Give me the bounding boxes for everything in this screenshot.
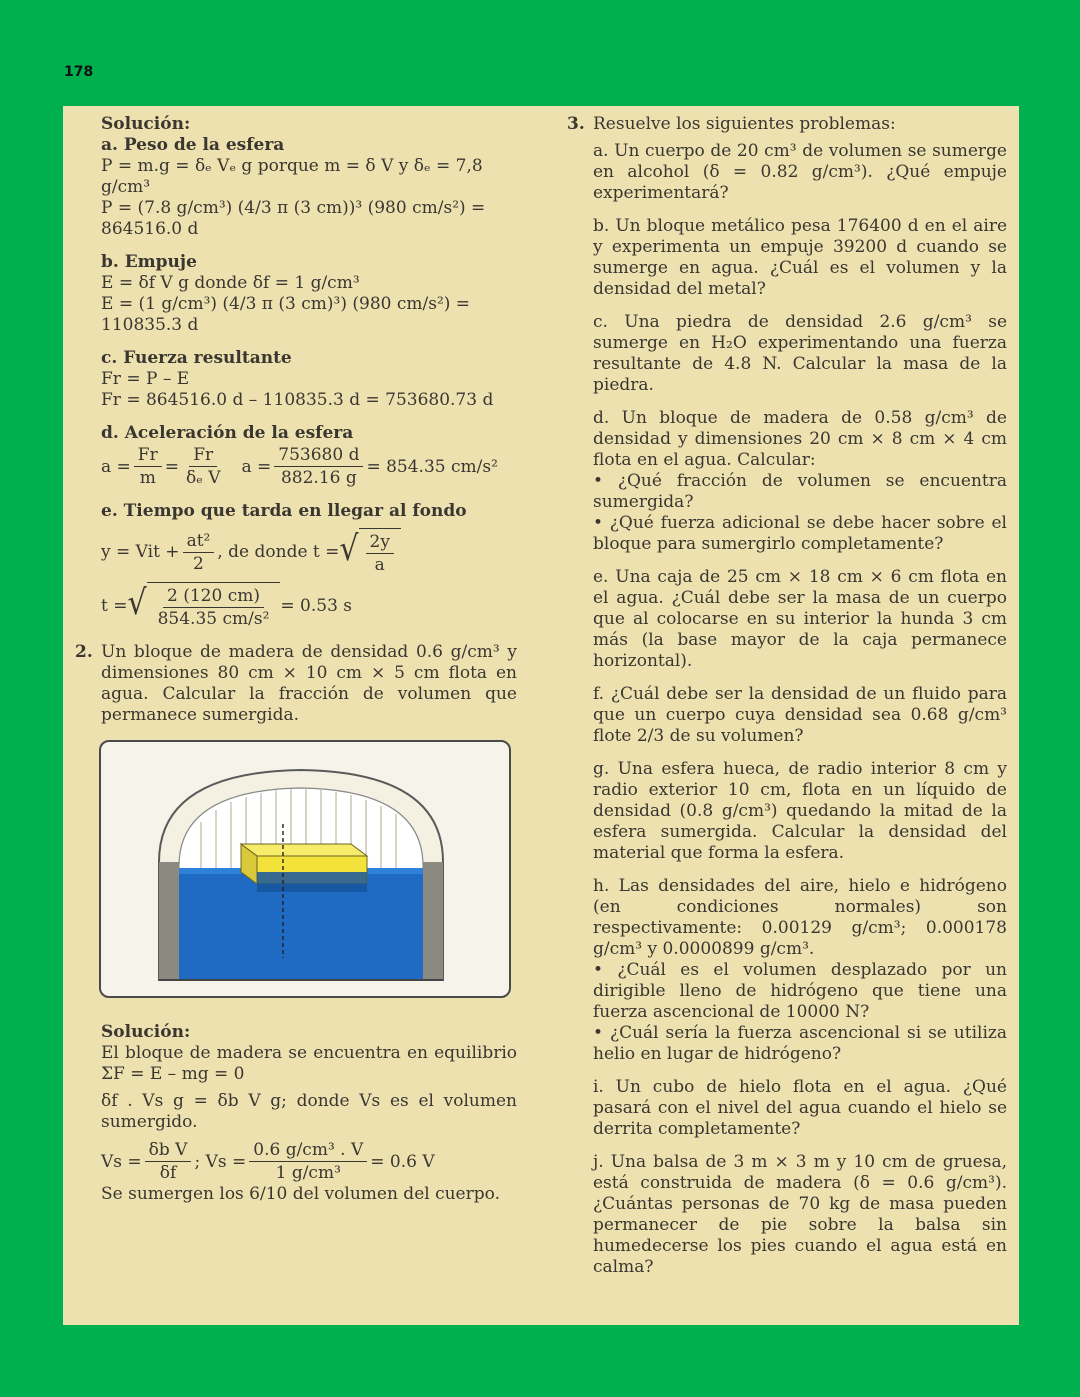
solution-2-line: El bloque de madera se encuentra en equilibrio ΣF = E – mg = 0 (101, 1043, 517, 1084)
left-column (75, 114, 517, 1205)
numerator: 0.6 g/cm³ . V (249, 1139, 367, 1162)
eq-result: = 0.6 V (370, 1151, 435, 1172)
fraction (249, 1139, 367, 1184)
part-b-title: b. Empuje (101, 252, 197, 272)
square-root (339, 528, 401, 576)
fraction (145, 1139, 192, 1184)
exercise-h-bullet: • ¿Cuál es el volumen desplazado por un dirigible lleno de hidrógeno que tiene una fuerza ascencional de 10000 N? (593, 960, 1007, 1022)
exercise-g: g. Una esfera hueca, de radio interior 8 cm y radio exterior 10 cm, flota en un líquido de densidad (0.8 g/cm³) quedando la mitad de la esfera sumergida. Calcular la densidad del material que forma la esfera. (593, 759, 1007, 863)
fraction (182, 444, 225, 489)
numerator: 753680 d (274, 444, 363, 467)
eq-text: t = (101, 596, 128, 616)
square-root (127, 582, 280, 630)
problem-number: 2. (75, 642, 93, 662)
solution-2-line: δf . Vs g = δb V g; donde Vs es el volumen sumergido. (101, 1091, 517, 1132)
exercise-a: a. Un cuerpo de 20 cm³ de volumen se sumerge en alcohol (δ = 0.82 g/cm³). ¿Qué empuje experimentará? (593, 141, 1007, 203)
exercise-b: b. Un bloque metálico pesa 176400 d en el aire y experimenta un empuje 39200 d cuando se sumerge en agua. ¿Cuál es el volumen y la densidad del metal? (593, 216, 1007, 299)
eq-text: Vs = (101, 1151, 142, 1172)
part-b-line: E = δf V g donde δf = 1 g/cm³ (101, 273, 360, 293)
fraction (134, 444, 162, 489)
time-result-equation (101, 582, 517, 630)
exercise-h: h. Las densidades del aire, hielo e hidrógeno (en condiciones normales) son respectivamente: 0.00129 g/cm³; 0.000178 g/cm³ y 0.0000899 g/cm³. (593, 876, 1007, 959)
block-submerged (257, 872, 367, 892)
problem-number: 3. (567, 114, 585, 134)
numerator: 2 (120 cm) (163, 585, 264, 608)
numerator: Fr (134, 444, 162, 467)
exercise-j: j. Una balsa de 3 m × 3 m y 10 cm de gruesa, está construida de madera (δ = 0.6 g/cm³). ¿Cuántas personas de 70 kg de masa pueden permanecer de pie sobre la balsa sin humedecerse los pies cuando el agua está en calma? (593, 1152, 1007, 1277)
eq-result: = 0.53 s (280, 596, 353, 616)
floating-block-figure (99, 740, 511, 998)
block-top (241, 844, 367, 856)
fraction (154, 585, 274, 630)
exercise-c: c. Una piedra de densidad 2.6 g/cm³ se sumerge en H₂O experimentando una fuerza resultante de 4.8 N. Calcular la masa de la piedra. (593, 312, 1007, 395)
right-column (567, 114, 1007, 1278)
part-c-line: Fr = 864516.0 d – 110835.3 d = 753680.73 d (101, 390, 494, 410)
fraction (183, 530, 215, 575)
part-a-line: g/cm³ (101, 177, 151, 197)
eq-text: , de donde t = (217, 542, 340, 562)
exercise-f: f. ¿Cuál debe ser la densidad de un fluido para que un cuerpo cuya densidad sea 0.68 g/cm³ flote 2/3 de su volumen? (593, 684, 1007, 746)
acceleration-equation (101, 444, 517, 489)
eq-text: = (164, 456, 179, 477)
fraction (274, 444, 363, 489)
exercise-h-bullet: • ¿Cuál sería la fuerza ascencional si se utiliza helio en lugar de hidrógeno? (593, 1023, 1007, 1064)
eq-text: a = (241, 456, 272, 477)
page-number: 178 (64, 64, 94, 80)
denominator: δf (159, 1163, 177, 1183)
problem-3 (567, 114, 1007, 135)
numerator: Fr (189, 444, 217, 467)
denominator: 1 g/cm³ (275, 1163, 341, 1183)
vessel-left-wall (159, 862, 179, 980)
part-e-title: e. Tiempo que tarda en llegar al fondo (101, 501, 467, 521)
problem-3-title: Resuelve los siguientes problemas: (593, 114, 896, 134)
denominator: 2 (193, 553, 204, 574)
denominator: m (139, 468, 156, 488)
solution-2-title: Solución: (101, 1022, 191, 1042)
numerator: at² (183, 530, 215, 553)
radical-sign: √ (127, 583, 147, 624)
problem-2-text: Un bloque de madera de densidad 0.6 g/cm³ y dimensiones 80 cm × 10 cm × 5 cm flota en agua. Calcular la fracción de volumen que permanece sumergida. (101, 642, 517, 725)
problem-2 (75, 642, 517, 726)
part-c-title: c. Fuerza resultante (101, 348, 292, 368)
numerator: δb V (145, 1139, 192, 1162)
part-d-title: d. Aceleración de la esfera (101, 423, 354, 443)
exercise-d: d. Un bloque de madera de 0.58 g/cm³ de densidad y dimensiones 20 cm × 8 cm × 4 cm flota en el agua. Calcular: (593, 408, 1007, 470)
exercise-d-bullet: • ¿Qué fuerza adicional se debe hacer sobre el bloque para sumergirlo completamente? (593, 513, 1007, 554)
solution-title: Solución: (101, 114, 191, 134)
textbook-page (63, 106, 1019, 1325)
numerator: 2y (366, 531, 394, 554)
part-c-line: Fr = P – E (101, 369, 190, 389)
eq-text: y = Vit + (101, 542, 180, 562)
fraction (366, 531, 394, 576)
volume-equation (101, 1139, 517, 1184)
time-equation (101, 528, 517, 576)
exercise-e: e. Una caja de 25 cm × 18 cm × 6 cm flota en el agua. ¿Cuál debe ser la masa de un cuerpo que al colocarse en su interior la hunda 3 cm más (la base mayor de la caja permanece horizontal). (593, 567, 1007, 671)
denominator: a (374, 555, 385, 575)
solution-2-final: Se sumergen los 6/10 del volumen del cuerpo. (101, 1184, 500, 1204)
denominator: 854.35 cm/s² (157, 609, 270, 629)
exercise-i: i. Un cubo de hielo flota en el agua. ¿Qué pasará con el nivel del agua cuando el hielo se derrita completamente? (593, 1077, 1007, 1139)
part-a-line: 864516.0 d (101, 219, 199, 239)
floating-block-illustration (101, 742, 509, 996)
exercise-d-bullet: • ¿Qué fracción de volumen se encuentra sumergida? (593, 471, 1007, 512)
denominator: 882.16 g (280, 468, 357, 488)
eq-text: ; Vs = (194, 1151, 247, 1172)
eq-text: a = (101, 456, 131, 477)
eq-result: = 854.35 cm/s² (366, 456, 498, 477)
denominator: δₑ V (185, 468, 221, 488)
vessel-right-wall (423, 862, 443, 980)
part-a-title: a. Peso de la esfera (101, 135, 285, 155)
part-b-line: 110835.3 d (101, 315, 199, 335)
part-a-line: P = m.g = δₑ Vₑ g porque m = δ V y δₑ = 7,8 (101, 156, 483, 176)
part-a-line: P = (7.8 g/cm³) (4/3 π (3 cm))³ (980 cm/s²) = (101, 198, 486, 218)
radical-sign: √ (339, 529, 359, 570)
part-b-line: E = (1 g/cm³) (4/3 π (3 cm)³) (980 cm/s²) = (101, 294, 471, 314)
